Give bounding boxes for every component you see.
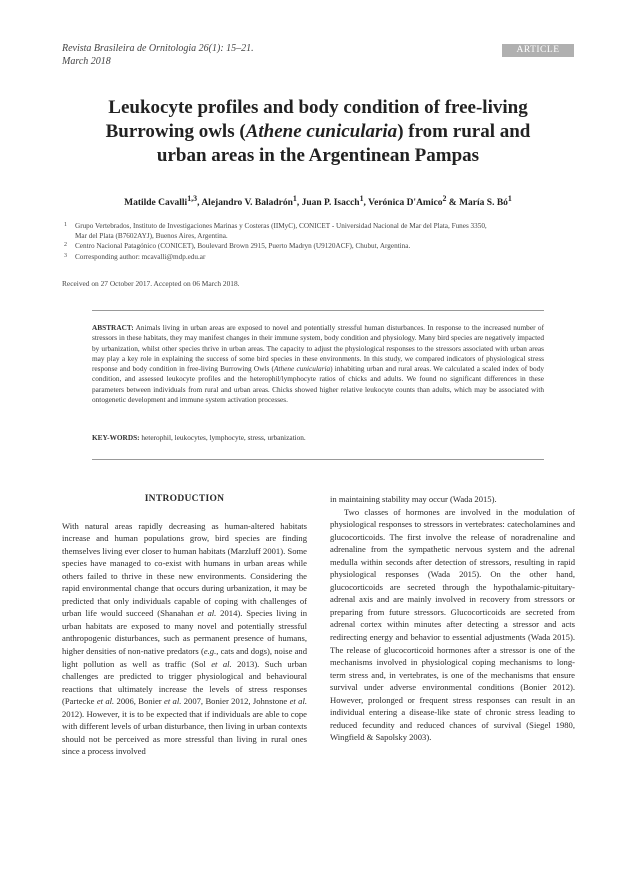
intro-text-run: et al. — [197, 608, 217, 619]
affiliation-2: 2 Centro Nacional Patagónico (CONICET), Boulevard Brown 2915, Puerto Madryn (U9120ACF), Chubut, Argentina. — [64, 242, 411, 251]
author-list — [62, 194, 574, 208]
intro-text-run: et al. — [211, 658, 232, 669]
intro-text-run: , cats and dogs), noise and light pollution as well as traffic (Sol — [62, 646, 307, 669]
title-line-1: Leukocyte profiles and body condition of free-living — [108, 97, 528, 118]
intro-text-run: e.g. — [203, 646, 217, 657]
title-species-name: Athene cunicularia — [245, 121, 398, 142]
body-column-left — [62, 493, 307, 758]
intro-text-run: 2006, Bonier — [114, 696, 164, 707]
intro-text-run: et al. — [289, 696, 307, 707]
journal-name: Revista Brasileira de Ornitologia 26(1): 15–21. — [62, 43, 254, 54]
section-heading-introduction: INTRODUCTION — [144, 494, 225, 504]
intro-text-run: 2014). Species living in urban habitats are exposed to many novel and potentially stressful anthropogenic disturbances, such as permanent presence of humans, higher densities of non-native predators ( — [62, 608, 308, 657]
affiliation-1: 1 Grupo Vertebrados, Instituto de Investigaciones Marinas y Costeras (IIMyC), CONICET - Universidad Nacional de Mar del Plata, Funes 3350, Mar del Plata (B7602AYJ), Buenos Aires, Argentina. — [64, 222, 487, 241]
intro-text-run: et al. — [164, 696, 182, 707]
body-column-right — [330, 493, 575, 744]
intro-text-run: 2007, Bonier 2012, Johnstone — [181, 696, 290, 707]
keywords-label: KEY-WORDS: — [92, 433, 140, 442]
title-line-2 — [62, 120, 574, 144]
article-type-badge: ARTICLE — [502, 44, 574, 57]
affiliation-3: 3 Corresponding author: mcavalli@mdp.edu.ar — [64, 252, 206, 261]
abstract-species: Athene cunicularia — [274, 364, 331, 374]
received-dates: Received on 27 October 2017. Accepted on 06 March 2018. — [62, 279, 240, 288]
author: Verónica D'Amico$^2$ & — [368, 194, 460, 209]
journal-date: March 2018 — [62, 56, 111, 67]
intro-text-run: 2012). However, it is to be expected that if individuals are able to cope with different levels of urban disturbance, then living in urban contexts should not be perceived as more stressful than living in rural ones since a process involved — [62, 708, 307, 757]
title-line-2-start: Burrowing owls ( — [105, 121, 246, 142]
author: Matilde Cavalli$^{1,3}$, — [124, 194, 202, 209]
intro-paragraph-2: Two classes of hormones are involved in the modulation of physiological responses to stressors in vertebrates: catecholamines and glucocorticoids. The first involve the release of noradrenaline and adrenaline from the sympathetic nervous system and the adrenal medulla within seconds after detection of stressors, resulting in rapid physiological responses (Wada 2015). On the other hand, glucocorticoids are secreted through the hypothalamic-pituitary-adrenal axis and are mainly involved in recovery from stressors or preparing from future stressors. Glucocorticoids are secreted from adrenal cortex within minutes after detecting a stressor and acts redirecting energy and behavior to essential adjustments (Wada 2015). The release of glucocorticoid hormones after a stressor is one of the mechanisms involved in physiological coping mechanisms to long-term stress and, in vertebrates, is one of the mechanisms that ensure survival under adverse environmental conditions (Bonier 2012). However, prolonged or frequent stress responses can result in an individual entering a disease-like state of chronic stress leading to reduced fecundity and reduced chances of survival (Siegel 1980, Wingfield & Sapolsky 2003). — [330, 506, 575, 743]
affiliations — [62, 221, 576, 262]
divider-top — [92, 310, 544, 311]
author: María S. $Bó^1$ — [459, 194, 512, 209]
title-line-3: urban areas in the Argentinean Pampas — [156, 145, 480, 166]
abstract — [92, 323, 544, 405]
intro-text-run: et al. — [96, 696, 115, 707]
intro-text-run: 2013). Such urban challenges are predicted to trigger physiological and behavioural reactions that ultimately increase the levels of stress responses (Partecke — [62, 658, 307, 707]
abstract-text-2: ) inhabiting urban and rural areas. We calculated a scaled index of body condition, and assessed leukocyte profiles and the heterophil/lymphocyte ratios of chicks and adults. We found no significant differences in these parameters between individuals from rural and urban areas. Chicks showed higher relative leukocyte counts than adults, which may be associated with ontogenetic development and immune system activation processes. — [92, 364, 544, 405]
intro-paragraph-1 — [62, 520, 307, 758]
divider-bottom — [92, 459, 544, 460]
paper-title — [62, 96, 574, 168]
keywords — [92, 433, 544, 443]
author: Alejandro V. Baladrón$^1$, — [201, 194, 302, 209]
abstract-label: ABSTRACT: — [92, 323, 134, 332]
journal-citation — [62, 42, 254, 68]
intro-text-run: With natural areas rapidly decreasing as human-altered habitats increase and human populations grow, bird species are finding themselves living ever closer to human habitats (Marzluff 2001). Some species have managed to co-exist with humans in urban areas while others failed to thrive in these new environments. Considering the rapid environmental change that occurs during urbanization, it may be predicted that only individuals capable of coping with challenges of urban life would succeed (Shanahan — [62, 520, 307, 619]
keywords-text: heterophil, leukocytes, lymphocyte, stress, urbanization. — [139, 433, 306, 442]
intro-paragraph-1-continued: in maintaining stability may occur (Wada 2015). — [330, 494, 497, 504]
title-line-2-end: ) from rural and — [397, 121, 531, 142]
author: Juan P. Isacch$^1$, — [301, 194, 369, 209]
abstract-text-1: Animals living in urban areas are exposed to novel and potentially stressful human disturbances. In response to the increased number of stressors in these habitats, they may manifest changes in their immune system, body condition and physiology. Many bird species are negatively impacted by urbanization, whilst other species thrive in urban areas. The capacity to adjust the physiological responses to the stressors associated with urban areas may play a key role in explaining the success of some bird species in these environments. In this study, we compared indicators of physiological stress response and body condition in free-living Burrowing Owls ( — [92, 323, 544, 374]
